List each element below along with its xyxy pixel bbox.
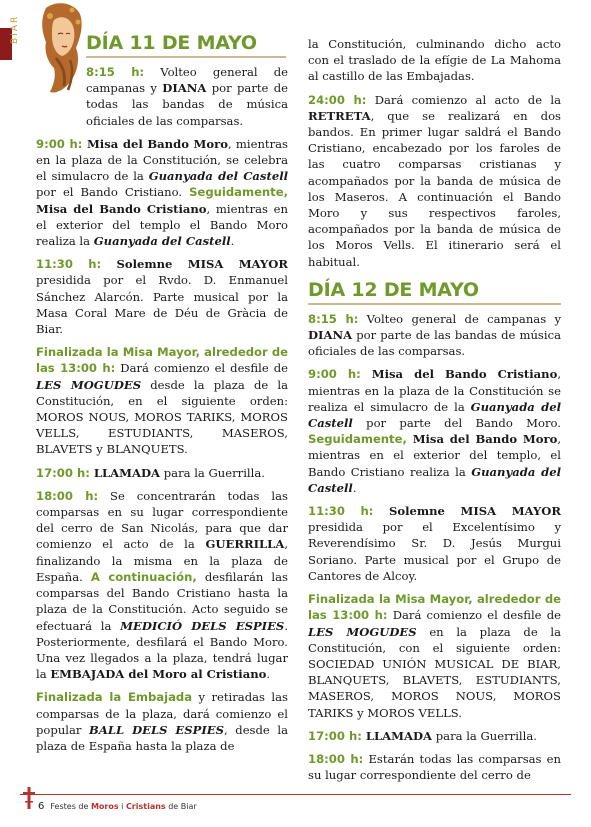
schedule-entry [36,689,288,754]
right-column [308,36,561,790]
schedule-entry [308,311,561,360]
body-text: , mientras en el exterior del templo, el Bando Cristiano realiza la [308,432,561,479]
time-label: 9:00 h: [308,367,361,382]
bold-text: Solemne MISA MAYOR [101,257,288,272]
bold-text: GUERRILLA [205,537,285,552]
schedule-entry [36,344,288,457]
footer-text-3: de Biar [165,802,197,811]
time-label: 17:00 h: [36,465,90,480]
time-label: 18:00 h: [308,751,364,766]
schedule-entry [36,136,288,249]
bold-text: Solemne MISA MAYOR [373,504,561,519]
body-text: Dará comienzo el desfile de [387,608,561,623]
heading-rule [308,303,561,305]
bold-text: LLAMADA [89,465,161,480]
body-text: , mientras en la plaza de la Constitución, se celebra el simulacro de la [36,136,288,184]
body-text: , mientras en la plaza de la Constitución se realiza el simulacro de la [308,367,562,414]
bold-text: Misa del Bando Moro [82,136,228,151]
bold-text: DIANA [308,328,353,343]
bold-text: EMBAJADA del Moro al Cristiano [50,667,267,682]
side-label: BIAR [10,14,20,44]
time-label: 8:15 h: [86,65,145,79]
body-text: desde la plaza de la Constitución, en el siguiente orden: MOROS NOUS, MOROS TARIKS, MOROS VELLS, ESTUDIANTS, MASEROS, BLAVETS y BLANQUETS. [36,377,289,457]
bold-italic-text: BALL DELS ESPIES [89,722,224,737]
body-text: por el Bando Cristiano. [36,185,190,200]
highlight-label: Seguidamente, [189,185,288,200]
time-label: 11:30 h: [36,257,102,272]
schedule-entry [36,465,288,481]
schedule-entry [308,751,561,783]
body-text: presidida por el Rvdo. D. Enmanuel Sánchez Alarcón. Parte musical por la Masa Coral Mare de Déu de Gràcia de Biar. [36,273,288,337]
bold-italic-text: Guanyada del Castell [93,234,231,249]
page-footer [0,784,591,814]
schedule-entry [308,728,561,744]
bold-text: Misa del Bando Cristiano [36,201,207,216]
time-label: 8:15 h: [308,311,359,326]
body-text: para la Guerrilla. [160,465,265,480]
schedule-entry [36,488,288,682]
body-text: Estarán todas las comparsas en su lugar correspondiente del cerro de [308,751,561,783]
body-text: . [266,667,271,682]
body-text: presidida por el Excelentísimo y Reverendísimo Sr. D. Jesús Murgui Soriano. Parte musical por el Grupo de Cantores de Alcoy. [308,520,561,583]
footer-highlight-cristians: Cristians [125,802,166,811]
highlight-label: Seguidamente, [308,432,407,447]
time-label: 9:00 h: [36,136,83,151]
body-text: en la plaza de la Constitución, con el siguiente orden: SOCIEDAD UNIÓN MUSICAL DE BIAR, BLANQUETS, BLAVETS, ESTUDIANTS, MASEROS, MOROS NOUS, MOROS TARIKS y MOROS VELLS. [308,624,562,720]
schedule-entry [308,92,561,270]
left-column [36,32,288,761]
schedule-entry [308,503,561,584]
day-heading-12: DÍA 12 DE MAYO [308,278,479,301]
page-number: 6 [38,801,45,812]
body-text: para la Guerrilla. [432,728,537,743]
body-text: , desde la plaza de España hasta la plaza de [36,722,288,753]
body-text: por parte de las bandas de música oficiales de las comparsas. [308,328,561,359]
day-heading-11: DÍA 11 DE MAYO [86,32,257,54]
body-text: , mientras en el exterior del templo el Bando Moro realiza la [36,201,288,249]
body-text: , finalizando la misma en la plaza de España. [36,537,288,584]
bold-italic-text: Guanyada del Castell [308,464,561,495]
body-text: Volteo general de campanas y [358,311,561,326]
body-text: y retiradas las comparsas de la plaza, dará comienzo el popular [36,690,288,737]
schedule-entry [36,256,288,337]
schedule-entry [86,64,288,129]
bold-text: LLAMADA [361,728,433,743]
body-text: . [352,480,357,495]
body-text: Volteo general de campanas y [86,65,288,96]
cross-icon [23,787,35,809]
bold-text: DIANA [162,81,207,96]
bold-italic-text: LES MOGUDES [308,624,417,639]
time-label: 11:30 h: [308,504,374,519]
footer-rule [20,794,571,795]
schedule-entry-continued [308,36,561,85]
bold-text: Misa del Bando Moro [406,432,558,447]
body-text: Se concentrarán todas las comparsas en su lugar correspondiente del cerro de San Nicolás, para que dar comienzo el acto de la [36,488,288,552]
heading-rule [86,56,286,58]
highlight-label: Finalizada la Embajada [36,690,193,705]
highlight-label: A continuación, [90,569,197,584]
bold-text: RETRETA [308,108,371,123]
footer-text-1: Festes de [50,802,91,811]
body-text: desfilarán las comparsas del Bando Cristiano hasta la plaza de la Constitución. Acto seguido se efectuará la [36,569,288,633]
bold-text: Misa del Bando Cristiano [360,367,558,382]
body-text: por parte del Bando Moro. [352,416,561,431]
footer-highlight-moros: Moros [90,802,119,811]
bold-italic-text: MEDICIÓ DELS ESPIES [120,618,285,633]
bold-italic-text: LES MOGUDES [36,377,142,392]
body-text: . Posteriormente, desfilará el Bando Moro. Una vez llegados a la plaza, tendrá lugar la [36,618,288,682]
body-text: Dará comienzo al acto de la [366,92,561,107]
bold-italic-text: Guanyada del Castell [148,169,288,184]
time-label: 17:00 h: [308,728,362,743]
highlight-label: Finalizada la Misa Mayor, alrededor de las 13:00 h: [308,592,561,623]
body-text: la Constitución, culminando dicho acto con el traslado de la efígie de La Mahoma al castillo de las Embajadas. [308,37,561,84]
footer-text-2: i [118,802,126,811]
body-text: Dará comienzo el desfile de [115,361,288,376]
body-text: , que se realizará en dos bandos. En primer lugar saldrá el Bando Cristiano, encabezado por los faroles de las cuatro comparsas cristianas y acompañados por la banda de música de los Maseros. A continuación el Bando Moro y sus respectivos faroles, acompañados por la banda de música de los Moros Vells. El itinerario será el habitual. [308,108,561,269]
bold-italic-text: Guanyada del Castell [308,399,561,431]
body-text: por parte de todas las bandas de música oficiales de las comparsas. [86,81,289,128]
highlight-label: Finalizada la Misa Mayor, alrededor de las 13:00 h: [36,345,288,376]
body-text: . [230,234,235,249]
schedule-entry [308,366,561,496]
time-label: 18:00 h: [36,488,99,503]
time-label: 24:00 h: [308,92,367,107]
footer-text [38,801,197,812]
schedule-entry [308,591,561,721]
